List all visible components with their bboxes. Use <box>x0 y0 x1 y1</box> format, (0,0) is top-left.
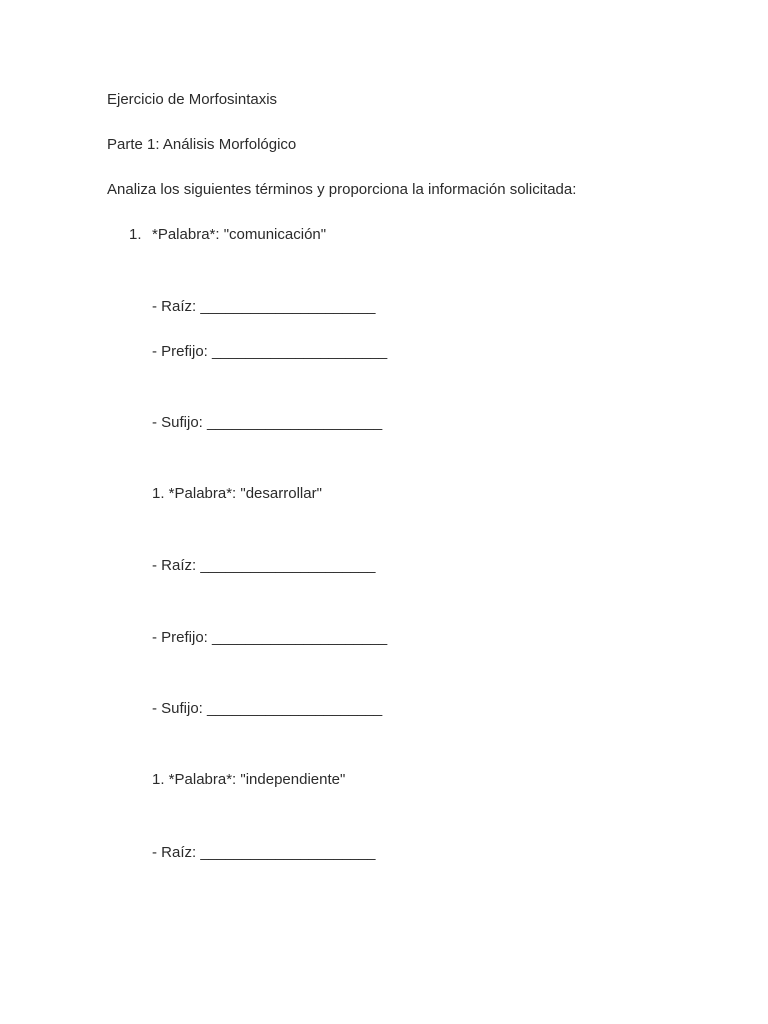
prefix-blank: - Prefijo: _____________________ <box>152 629 388 646</box>
instructions-text: Analiza los siguientes términos y proporciona la información solicitada: <box>107 181 577 198</box>
prefix-blank: - Prefijo: _____________________ <box>152 343 388 360</box>
list-number: 1. <box>129 226 142 243</box>
suffix-blank: - Sufijo: _____________________ <box>152 700 383 717</box>
section-heading: Parte 1: Análisis Morfológico <box>107 136 297 153</box>
suffix-blank: - Sufijo: _____________________ <box>152 414 383 431</box>
word-comunicacion: *Palabra*: "comunicación" <box>152 226 327 243</box>
root-blank: - Raíz: _____________________ <box>152 298 376 315</box>
word-independiente: 1. *Palabra*: "independiente" <box>152 771 346 788</box>
root-blank: - Raíz: _____________________ <box>152 844 376 861</box>
root-blank: - Raíz: _____________________ <box>152 557 376 574</box>
document-title: Ejercicio de Morfosintaxis <box>107 91 278 108</box>
word-desarrollar: 1. *Palabra*: "desarrollar" <box>152 485 322 502</box>
